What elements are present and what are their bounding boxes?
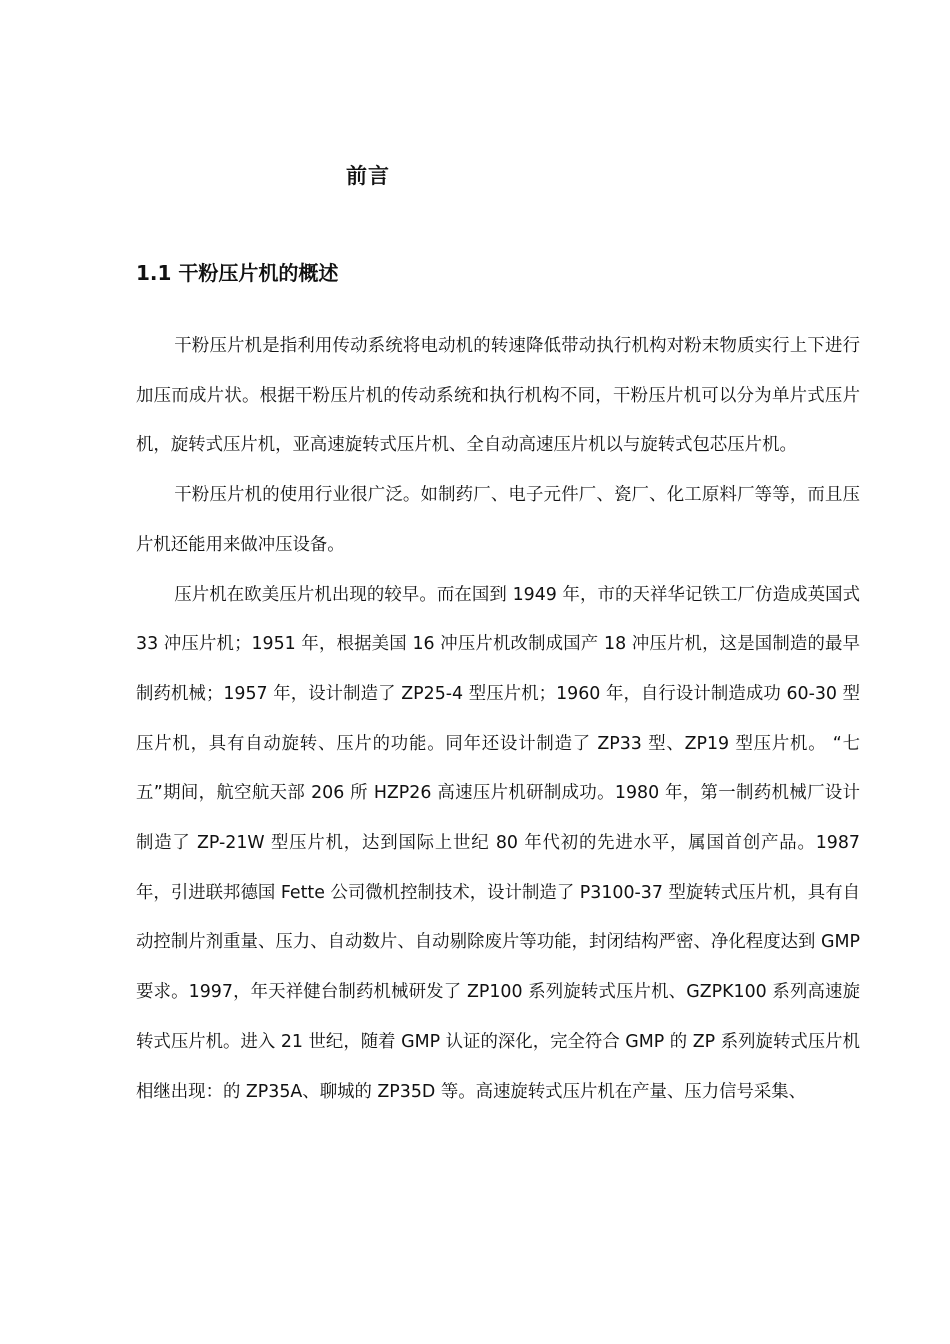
section-heading: 1.1 干粉压片机的概述 (136, 261, 339, 285)
section-body (136, 322, 860, 1117)
paragraph-3: 压片机在欧美压片机出现的较早。而在国到 1949 年，市的天祥华记铁工厂仿造成英国式 33 冲压片机；1951 年，根据美国 16 冲压片机改制成国产 18 冲压片机，这是国制造的最早制药机械；1957 年，设计制造了 ZP25-4 型压片机；1960 年，自行设计制造成功 60-30 型压片机，具有自动旋转、压片的功能。同年还设计制造了 ZP33 型、ZP19 型压片机。 “七五”期间，航空航天部 206 所 HZP26 高速压片机研制成功。1980 年，第一制药机械厂设计制造了 ZP-21W 型压片机，达到国际上世纪 80 年代初的先进水平，属国首创产品。1987 年，引进联邦德国 Fette 公司微机控制技术，设计制造了 P3100-37 型旋转式压片机，具有自动控制片剂重量、压力、自动数片、自动剔除废片等功能，封闭结构严密、净化程度达到 GMP 要求。1997，年天祥健台制药机械研发了 ZP100 系列旋转式压片机、GZPK100 系列高速旋转式压片机。进入 21 世纪，随着 GMP 认证的深化，完全符合 GMP 的 ZP 系列旋转式压片机相继出现：的 ZP35A、聊城的 ZP35D 等。高速旋转式压片机在产量、压力信号采集、 (136, 584, 860, 1102)
page-title: 前言 (346, 164, 390, 188)
paragraph-2: 干粉压片机的使用行业很广泛。如制药厂、电子元件厂、瓷厂、化工原料厂等等，而且压片机还能用来做冲压设备。 (136, 485, 860, 555)
paragraph-1: 干粉压片机是指利用传动系统将电动机的转速降低带动执行机构对粉末物质实行上下进行加压而成片状。根据干粉压片机的传动系统和执行机构不同，干粉压片机可以分为单片式压片机，旋转式压片机，亚高速旋转式压片机、全自动高速压片机以与旋转式包芯压片机。 (136, 336, 860, 456)
